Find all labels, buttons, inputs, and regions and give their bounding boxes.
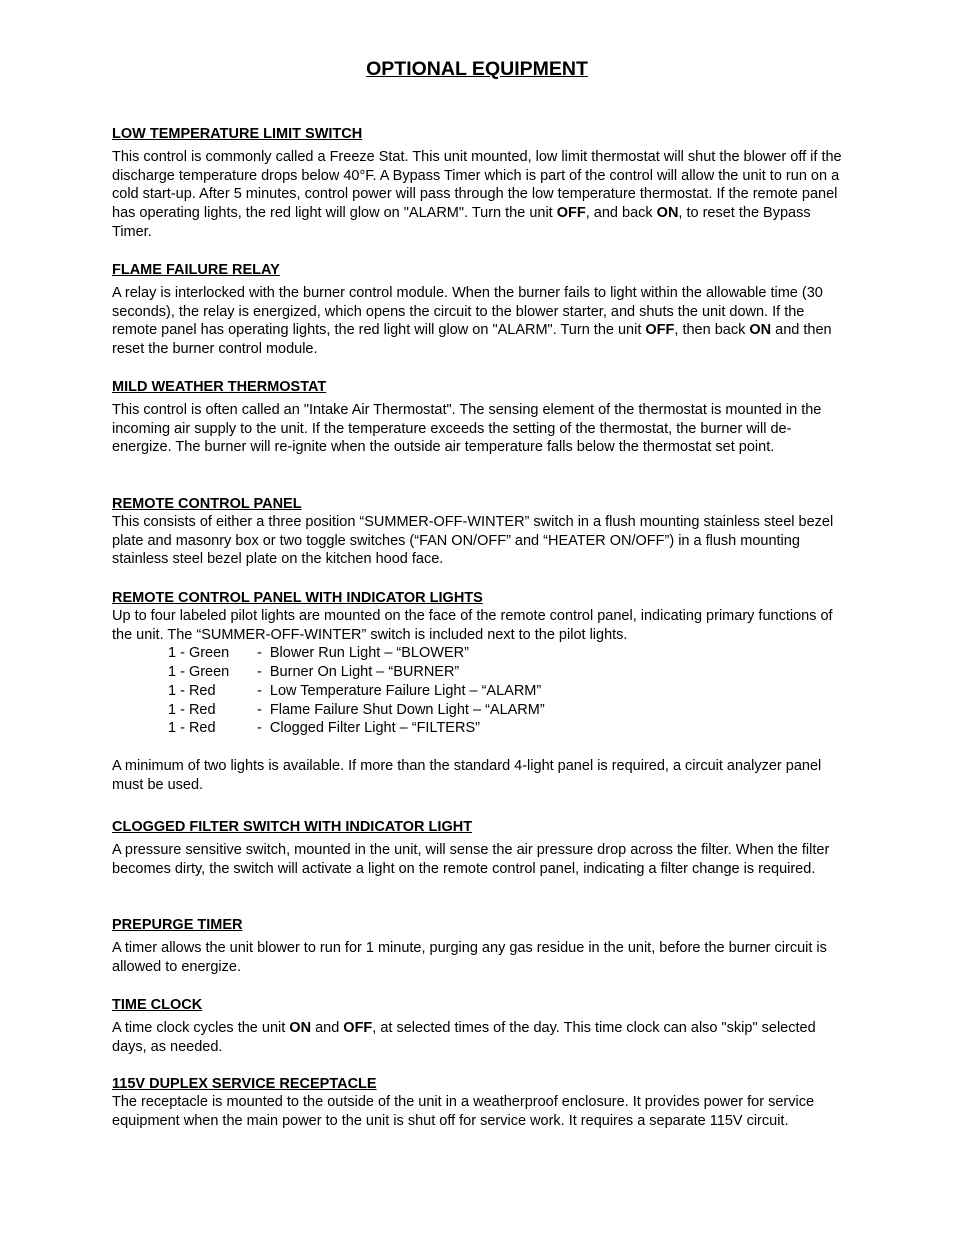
indicator-lights-list — [168, 644, 847, 738]
section-prepurge-timer — [112, 916, 847, 976]
body-bold-on: ON — [289, 1020, 312, 1036]
section-clogged-filter-switch — [112, 818, 847, 878]
section-body: Up to four labeled pilot lights are mounted on the face of the remote control panel, indicating primary functions of the unit. The “SUMMER-OFF-WINTER” switch is included next to the pilot lights. — [112, 608, 833, 643]
section-heading: REMOTE CONTROL PANEL — [112, 496, 302, 512]
light-description: - Flame Failure Shut Down Light – “ALARM” — [257, 701, 545, 720]
section-flame-failure-relay — [112, 261, 847, 359]
section-mild-weather-thermostat — [112, 378, 847, 457]
body-bold-on: ON — [656, 205, 679, 222]
body-text: and then reset the burner control module. — [112, 322, 832, 358]
section-heading: PREPURGE TIMER — [112, 917, 243, 933]
list-item — [168, 719, 847, 738]
section-heading: TIME CLOCK — [112, 997, 203, 1013]
list-item — [168, 682, 847, 701]
body-text: , and back — [585, 205, 657, 222]
section-body — [112, 284, 847, 359]
section-heading: 115V DUPLEX SERVICE RECEPTACLE — [112, 1076, 377, 1092]
section-body: The receptacle is mounted to the outside of the unit in a weatherproof enclosure. It provides power for service equipment when the main power to the unit is shut off for service work. It requires a separate 115V circuit. — [112, 1094, 815, 1129]
section-remote-control-panel-with-indicator-lights — [112, 589, 847, 794]
list-item — [168, 644, 847, 663]
light-color: 1 - Green — [168, 645, 230, 662]
section-115v-duplex-service-receptacle — [112, 1075, 847, 1130]
body-text: , to reset the Bypass Timer. — [112, 205, 811, 240]
light-color: 1 - Red — [168, 720, 216, 737]
light-color: 1 - Green — [168, 664, 230, 681]
section-heading: FLAME FAILURE RELAY — [112, 262, 280, 278]
section-heading: CLOGGED FILTER SWITCH WITH INDICATOR LIGHT — [112, 819, 473, 835]
body-text: , then back — [674, 322, 750, 339]
section-heading: REMOTE CONTROL PANEL WITH INDICATOR LIGHTS — [112, 590, 483, 606]
light-color: 1 - Red — [168, 701, 216, 718]
section-remote-control-panel — [112, 495, 847, 569]
light-description: - Burner On Light – “BURNER” — [257, 663, 459, 682]
light-description: - Low Temperature Failure Light – “ALARM” — [257, 682, 541, 701]
section-body: A pressure sensitive switch, mounted in the unit, will sense the air pressure drop across the filter. When the filter becomes dirty, the switch will activate a light on the remote control panel, indicating a filter change is required. — [112, 842, 830, 877]
light-description: - Blower Run Light – “BLOWER” — [257, 644, 469, 663]
section-body — [112, 148, 847, 242]
section-heading: MILD WEATHER THERMOSTAT — [112, 379, 327, 395]
body-bold-on: ON — [749, 322, 772, 339]
body-text: This control is commonly called a Freeze Stat. This unit mounted, low limit thermostat will shut the blower off if the discharge temperature drops below 40°F. A Bypass Timer which is part of the control will allow the unit to run on a cold start-up. After 5 minutes, control power will pass through the low temperature thermostat. If the remote panel has operating lights, the red light will glow on "ALARM". Turn the unit — [112, 149, 842, 222]
section-low-temperature-limit-switch — [112, 125, 847, 242]
body-bold-off: OFF — [343, 1020, 373, 1036]
body-bold-off: OFF — [556, 205, 586, 222]
section-heading: LOW TEMPERATURE LIMIT SWITCH — [112, 126, 363, 142]
body-text: A relay is interlocked with the burner control module. When the burner fails to light within the allowable time (30 seconds), the relay is energized, which opens the circuit to the blower starter, and shuts the unit down. If the remote panel has operating lights, the red light will glow on "ALARM". Turn the unit — [112, 285, 823, 339]
body-bold-off: OFF — [645, 322, 675, 339]
section-body: This consists of either a three position “SUMMER-OFF-WINTER” switch in a flush mounting stainless steel bezel plate and masonry box or two toggle switches (“FAN ON/OFF” and “HEATER ON/OFF”) in a flush mounting stainless steel bezel plate on the kitchen hood face. — [112, 514, 834, 568]
list-item — [168, 701, 847, 720]
section-body: This control is often called an "Intake Air Thermostat". The sensing element of the thermostat is mounted in the incoming air supply to the unit. If the temperature exceeds the setting of the thermostat, the burner will de-energize. The burner will re-ignite when the outside air temperature falls below the thermostat set point. — [112, 402, 822, 456]
section-time-clock — [112, 996, 847, 1056]
page-title: OPTIONAL EQUIPMENT — [366, 58, 588, 80]
list-item — [168, 663, 847, 682]
section-body: A timer allows the unit blower to run for 1 minute, purging any gas residue in the unit, before the burner circuit is allowed to energize. — [112, 940, 827, 975]
section-body — [112, 1019, 847, 1056]
light-color: 1 - Red — [168, 682, 216, 699]
body-text: and — [311, 1020, 344, 1036]
section-footer-text: A minimum of two lights is available. If more than the standard 4-light panel is required, a circuit analyzer panel must be used. — [112, 757, 822, 793]
body-text: , at selected times of the day. This time clock can also "skip" selected days, as needed. — [112, 1020, 816, 1055]
body-text: A time clock cycles the unit — [112, 1020, 290, 1036]
light-description: - Clogged Filter Light – “FILTERS” — [257, 719, 480, 738]
